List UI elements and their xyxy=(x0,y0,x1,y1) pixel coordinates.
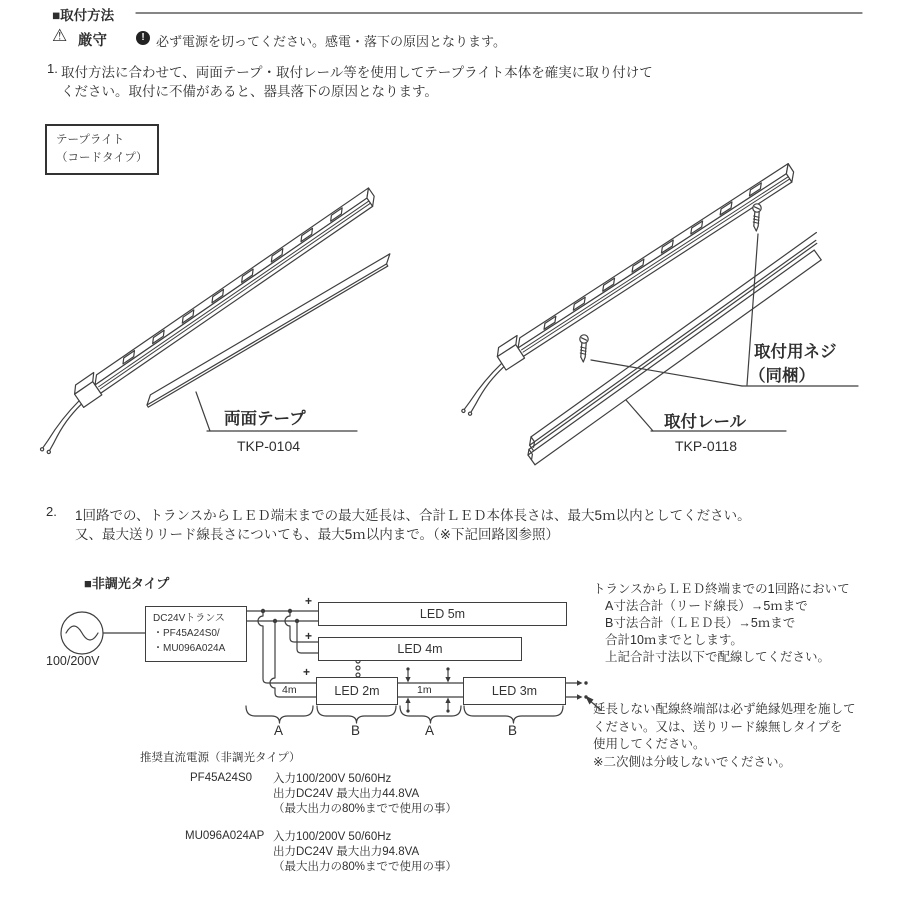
led-strip-4m: LED 4m xyxy=(318,637,522,661)
tape-model-number: TKP-0104 xyxy=(237,438,301,454)
tape-light-type-label xyxy=(45,124,159,175)
led-strip-3m: LED 3m xyxy=(463,677,566,705)
power-model-1: PF45A24S0 xyxy=(190,772,253,784)
tape-light-type-line1: テープライト xyxy=(56,134,125,146)
mounting-rail-label: 取付レール xyxy=(664,413,747,431)
rail-model-number: TKP-0118 xyxy=(675,438,737,454)
m2-spec1: 入力100/200V 50/60Hz xyxy=(273,831,392,843)
note1-line2: A寸法合計（リード線長）→5ｍまで xyxy=(605,599,808,613)
power-cord xyxy=(452,363,516,418)
transformer-line3: ・MU096A024A xyxy=(153,643,226,654)
dim-letter-a2: A xyxy=(425,723,435,738)
transformer-line2: ・PF45A24S0/ xyxy=(153,628,220,639)
end-terminal-icon xyxy=(564,680,588,700)
transformer-line1: DC24Vトランス xyxy=(153,613,225,624)
double-sided-tape-label: 両面テープ xyxy=(224,410,306,428)
power-supply-title: 推奨直流電源（非調光タイプ） xyxy=(140,752,301,764)
step2-line1: 1回路での、トランスからＬＥＤ端末までの最大延長は、合計ＬＥＤ本体長さは、最大5ｍ以内としてください。 xyxy=(75,508,751,523)
note2-line2: ください。又は、送りリード線無しタイプを xyxy=(593,719,843,734)
polarity-plus: + xyxy=(303,665,311,679)
power-cord xyxy=(30,401,94,457)
dim-letter-b1: B xyxy=(351,723,361,738)
step1-number: 1. xyxy=(47,61,58,76)
link-length-1m: 1m xyxy=(417,684,432,696)
step2-number: 2. xyxy=(46,504,57,519)
note1-line4: 合計10ｍまでとします。 xyxy=(605,633,743,647)
circuit-note-1 xyxy=(593,581,850,666)
dimension-braces xyxy=(246,706,563,723)
lead-length-4m: 4m xyxy=(282,684,297,696)
exclamation-circle-icon: ! xyxy=(136,31,150,45)
screw-icon xyxy=(580,335,588,362)
m1-spec3: （最大出力の80%までで使用の事） xyxy=(273,803,458,815)
note1-line1: トランスからＬＥＤ終端までの1回路において xyxy=(593,582,850,596)
dim-letter-a1: A xyxy=(274,723,284,738)
m2-spec2: 出力DC24V 最大出力94.8VA xyxy=(273,846,420,858)
warning-keyword: 厳守 xyxy=(78,33,107,49)
ac-source-label: 100/200V xyxy=(46,654,100,668)
power-model-2-specs xyxy=(273,830,457,875)
tape-light-left-drawing xyxy=(22,185,391,456)
tape-light-type-line2: （コードタイプ） xyxy=(56,152,148,165)
power-model-1-specs xyxy=(273,772,457,817)
led-strip-5m: LED 5m xyxy=(318,602,567,626)
note2-line1: 延長しない配線終端部は必ず絶縁処理を施して xyxy=(593,702,856,716)
m2-spec3: （最大出力の80%までで使用の事） xyxy=(273,861,458,873)
transformer-box xyxy=(145,606,247,662)
led-strip-2m: LED 2m xyxy=(316,677,398,705)
screw-icon xyxy=(753,204,761,231)
m1-spec1: 入力100/200V 50/60Hz xyxy=(273,773,392,785)
mounting-screw-label-2: （同梱） xyxy=(749,367,815,385)
polarity-plus: + xyxy=(305,594,313,608)
note1-line3: B寸法合計（ＬＥＤ長）→5ｍまで xyxy=(605,616,796,630)
m1-spec2: 出力DC24V 最大出力44.8VA xyxy=(273,788,420,800)
section-title: ■取付方法 xyxy=(52,8,115,23)
warning-text: 必ず電源を切ってください。感電・落下の原因となります。 xyxy=(156,34,506,49)
note1-line5: 上記合計寸法以下で配線してください。 xyxy=(605,650,831,664)
step1-line2: ください。取付に不備があると、器具落下の原因となります。 xyxy=(61,84,438,99)
power-model-2: MU096A024AP xyxy=(185,830,265,842)
note2-line4: ※二次側は分岐しないでください。 xyxy=(593,754,791,769)
circuit-note-2 xyxy=(593,701,856,771)
note2-line3: 使用してください。 xyxy=(593,737,706,751)
step1-line1: 取付方法に合わせて、両面テープ・取付レール等を使用してテープライト本体を確実に取り付けて xyxy=(61,65,653,80)
warning-triangle-icon: ⚠ xyxy=(52,26,68,45)
step2-line2: 又、最大送りリード線長さについても、最大5ｍ以内まで。（※下記回路図参照） xyxy=(75,527,560,542)
mounting-screw-label: 取付用ネジ xyxy=(754,343,837,361)
polarity-plus: + xyxy=(305,629,313,643)
dim-letter-b2: B xyxy=(508,723,518,738)
non-dimming-section-title: ■非調光タイプ xyxy=(84,576,170,591)
